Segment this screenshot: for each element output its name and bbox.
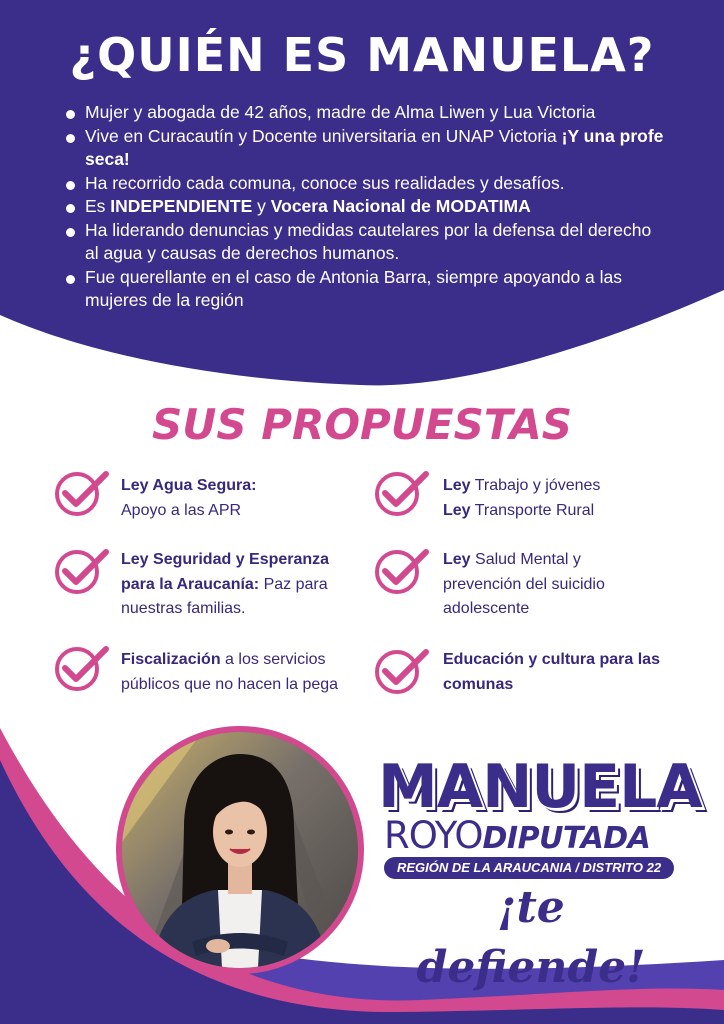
proposal-fiscalizacion <box>121 648 346 697</box>
bio-text: Ha liderando denuncias y medidas cautelares por la defensa del derecho al agua y causas de derechos humanos. <box>85 219 652 263</box>
check-icon <box>52 468 110 518</box>
check-icon <box>52 643 110 693</box>
bio-text: y <box>252 196 271 216</box>
candidate-last-name: ROYO <box>384 814 483 857</box>
proposal-bold: Ley Agua Segura: <box>121 477 257 494</box>
proposal-text: Salud Mental y prevención del suicidio adolescente <box>443 551 605 617</box>
check-icon <box>372 468 430 518</box>
proposal-trabajo-transporte <box>443 474 683 523</box>
bio-text: Mujer y abogada de 42 años, madre de Alma Liwen y Lua Victoria <box>85 102 596 122</box>
bio-text: Fue querellante en el caso de Antonia Barra, siempre apoyando a las mujeres de la región <box>85 266 623 310</box>
proposal-bold: Ley <box>443 551 471 568</box>
proposal-bold: Fiscalización <box>121 651 221 668</box>
bio-item <box>66 172 666 196</box>
proposals-title: SUS PROPUESTAS <box>151 400 573 449</box>
proposal-seguridad <box>121 548 341 622</box>
proposal-educacion <box>443 648 673 697</box>
candidate-portrait <box>122 732 358 968</box>
bio-text: Es <box>85 196 111 216</box>
candidate-role: DIPUTADA <box>482 821 651 856</box>
proposal-text: a los servicios públicos que no hacen la pega <box>121 651 339 693</box>
bio-bold: Vocera Nacional de MODATIMA <box>270 196 531 216</box>
proposal-agua-segura <box>121 474 351 523</box>
proposal-bold: Ley Seguridad y Esperanza para la Araucanía: <box>121 551 330 593</box>
proposal-bold: Ley <box>443 477 471 494</box>
proposal-text: Paz para nuestras familias. <box>121 575 328 617</box>
region-badge: REGIÓN DE LA ARAUCANIA / DISTRITO 22 <box>384 857 674 879</box>
check-icon <box>372 646 430 696</box>
proposal-text: Apoyo a las APR <box>121 501 242 519</box>
bio-item <box>66 219 666 266</box>
bio-item <box>66 101 666 125</box>
proposal-bold: Educación y cultura para las comunas <box>443 651 660 693</box>
bio-bold: ¡Y una profe seca! <box>85 125 664 169</box>
proposal-bold: Ley <box>443 501 471 519</box>
proposal-salud-mental <box>443 548 623 622</box>
bio-text: Vive en Curacautín y Docente universitaria en UNAP Victoria <box>85 125 562 146</box>
bio-item <box>66 125 666 172</box>
bio-text: Ha recorrido cada comuna, conoce sus realidades y desafíos. <box>85 172 565 193</box>
slogan: ¡te defiende! <box>416 882 646 993</box>
candidate-name-role <box>384 815 680 860</box>
proposal-text: Trabajo y jóvenes <box>470 477 601 494</box>
bio-item <box>66 266 666 313</box>
candidate-first-name: MANUELA <box>378 752 702 822</box>
bio-list <box>66 101 666 313</box>
check-icon <box>52 546 110 596</box>
page-title: ¿QUIÉN ES MANUELA? <box>69 28 655 82</box>
bio-bold: INDEPENDIENTE <box>110 196 253 216</box>
bio-item <box>66 195 666 219</box>
candidate-photo <box>116 726 364 974</box>
check-icon <box>372 546 430 596</box>
proposal-text: Transporte Rural <box>470 501 595 519</box>
